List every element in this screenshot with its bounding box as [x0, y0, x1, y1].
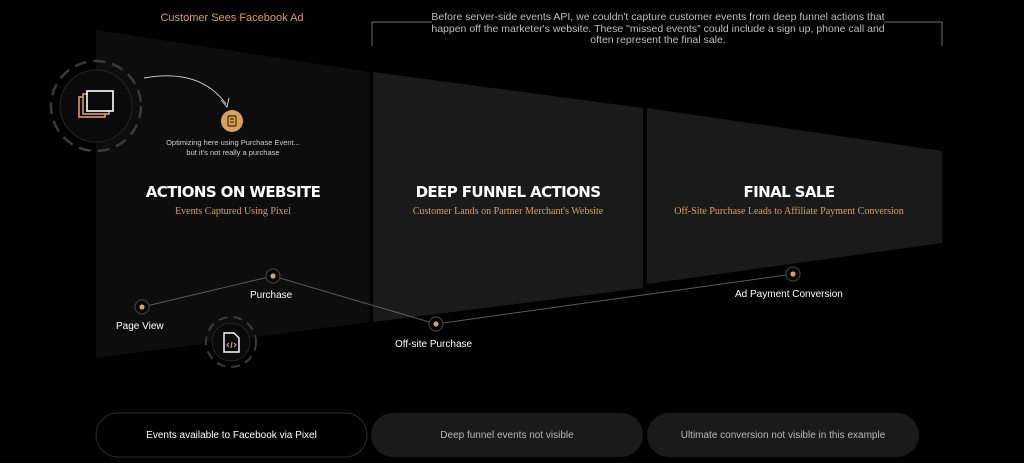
event-node-offsite-purchase: [429, 317, 443, 331]
event-node-purchase: [266, 269, 280, 283]
stage-subtitle-final-sale: Off-Site Purchase Leads to Affiliate Payment Conversion: [674, 206, 904, 217]
stage-subtitle-website: Events Captured Using Pixel: [175, 206, 291, 217]
event-label-offsite-purchase: Off-site Purchase: [395, 339, 473, 350]
footer-pill-deep-funnel-label: Deep funnel events not visible: [440, 429, 574, 441]
event-node-ad-payment: [786, 267, 800, 281]
optimizing-note-line2: but it's not really a purchase: [186, 148, 280, 157]
code-file-icon: [224, 333, 239, 352]
event-node-page-view: [135, 300, 149, 314]
tag-icon-circle: [221, 110, 243, 132]
event-label-ad-payment: Ad Payment Conversion: [735, 289, 843, 300]
footer-pill-deep-funnel: [371, 413, 643, 457]
optimizing-note: [140, 138, 326, 158]
top-label: Customer Sees Facebook Ad: [160, 12, 304, 24]
event-label-purchase: Purchase: [250, 290, 293, 301]
image-stack-icon: [79, 91, 113, 117]
stage-subtitle-deep-funnel: Customer Lands on Partner Merchant's Website: [412, 206, 604, 217]
footer-pill-pixel-events: [96, 413, 367, 457]
missed-events-note: Before server-side events API, we couldn't capture customer events from deep funnel actions that happen off the marketer's website. These "missed events" could include a sign up, phone call and often represent the final sale.: [431, 11, 885, 46]
event-label-page-view: Page View: [116, 321, 164, 332]
footer-pill-ultimate-conversion-label: Ultimate conversion not visible in this example: [680, 429, 886, 441]
optimizing-note-line1: Optimizing here using Purchase Event...: [166, 138, 300, 147]
footer-pill-ultimate-conversion: [647, 413, 919, 457]
stage-title-deep-funnel: DEEP FUNNEL ACTIONS: [415, 183, 601, 201]
footer-pill-pixel-events-label: Events available to Facebook via Pixel: [146, 429, 317, 441]
stage-title-final-sale: FINAL SALE: [743, 183, 835, 201]
stage-title-website: ACTIONS ON WEBSITE: [145, 183, 321, 201]
